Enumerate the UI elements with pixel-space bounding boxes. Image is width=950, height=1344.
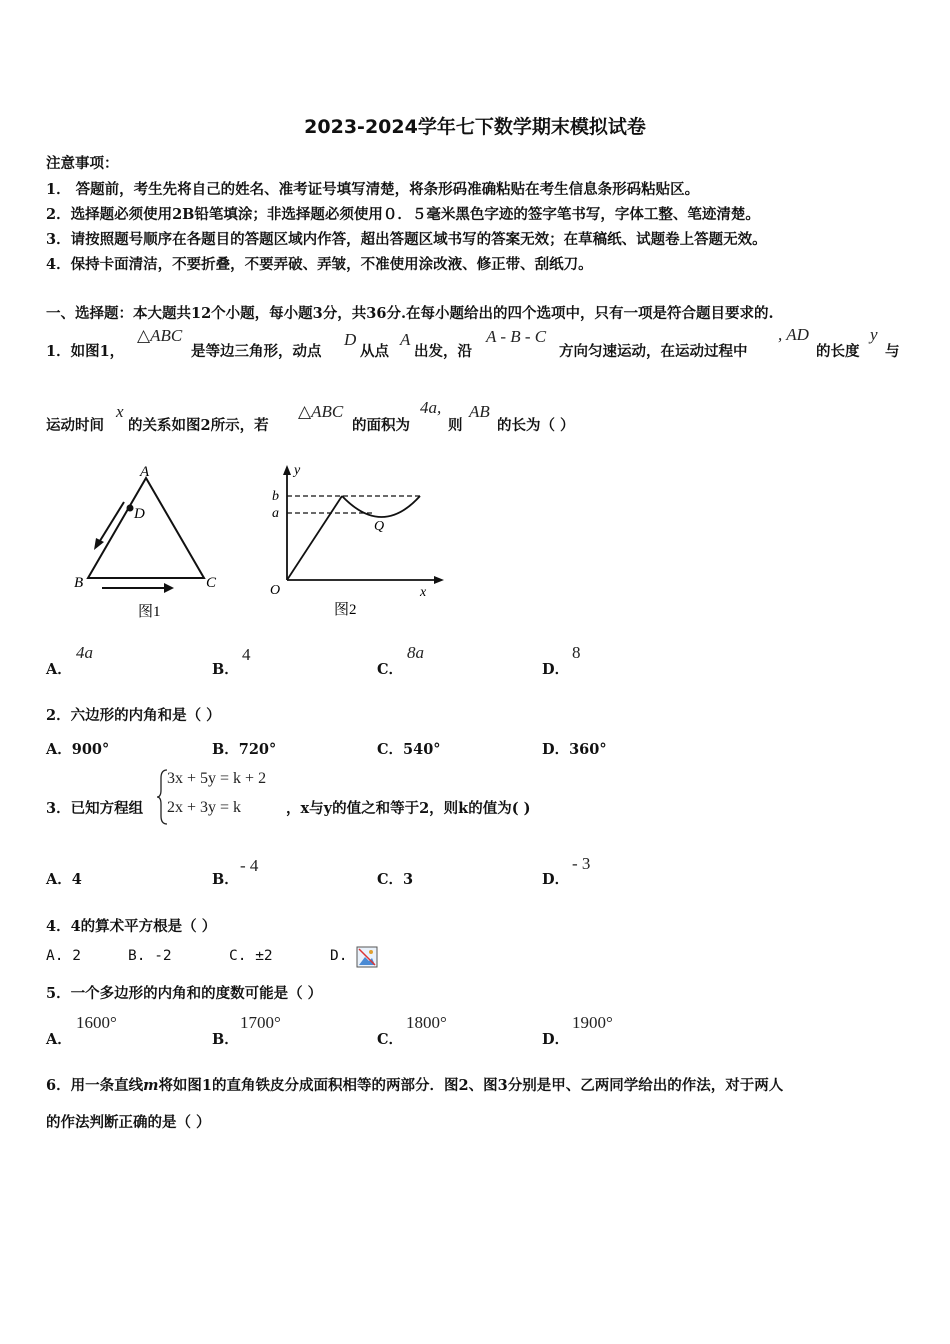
- q1-text: 则: [448, 417, 463, 434]
- q1-option-label: C．: [377, 661, 404, 678]
- triangle-abc: [88, 478, 204, 578]
- label-y: y: [294, 463, 301, 478]
- notice-item: 1． 答题前，考生先将自己的姓名、准考证号填写清楚，将条形码准确粘贴在考生信息条形码粘贴区。: [46, 181, 700, 198]
- q1-math: △ABC: [298, 402, 344, 421]
- q6-text: 的作法判断正确的是（ ）: [46, 1114, 211, 1131]
- label-a-value: a: [272, 506, 279, 521]
- brace-path: [157, 770, 167, 824]
- figure-2-caption: 图2: [334, 602, 357, 618]
- label-a: A: [140, 464, 150, 480]
- q1-math: , AD: [778, 325, 809, 344]
- q1-text: 的面积为: [352, 417, 410, 434]
- q4-option: C. ±2: [229, 948, 273, 964]
- q5-option-value: 1900°: [572, 1013, 613, 1032]
- q2-option: D．360°: [542, 741, 607, 758]
- q1-text: 与: [885, 343, 900, 360]
- q6-math-m: m: [143, 1077, 159, 1094]
- q1-math: 4a,: [420, 398, 442, 417]
- label-b: B: [74, 575, 84, 591]
- q1-math: AB: [469, 402, 490, 421]
- q2-option: A．900°: [46, 741, 110, 758]
- point-d: [127, 505, 134, 512]
- q4-option: A. 2: [46, 948, 81, 964]
- section-heading: 一、选择题：本大题共12个小题，每小题3分，共36分.在每小题给出的四个选项中，只有一项是符合题目要求的.: [46, 305, 774, 322]
- q5-option-value: 1600°: [76, 1013, 117, 1032]
- q3-text: 3．已知方程组: [46, 800, 144, 817]
- q1-option-value: 8a: [407, 643, 424, 662]
- x-axis-arrow: [434, 576, 444, 584]
- graph-curve-bc: [342, 496, 420, 517]
- q1-text: 是等边三角形，动点: [191, 343, 322, 360]
- q4-option: B. -2: [128, 948, 172, 964]
- q5-option-label: A．: [46, 1031, 72, 1048]
- q5-option-value: 1700°: [240, 1013, 281, 1032]
- q6-text: [46, 1074, 783, 1095]
- q3-option-label: C．3: [377, 871, 414, 888]
- q3-option-label: A．4: [46, 871, 82, 888]
- q1-option-value: 4: [242, 645, 251, 664]
- q5-option-label: B．: [212, 1031, 239, 1048]
- label-x: x: [420, 585, 427, 600]
- q4-option: D.: [330, 948, 348, 964]
- graph-segment-ab: [287, 496, 342, 580]
- label-b-value: b: [272, 489, 279, 504]
- q1-math: △ABC: [137, 326, 183, 345]
- q1-text: 方向匀速运动，在运动过程中: [559, 343, 748, 360]
- q4-stem: 4．4的算术平方根是（ ）: [46, 918, 217, 935]
- broken-image-icon: [356, 946, 378, 968]
- q1-option-value: 4a: [76, 643, 93, 662]
- notice-item: 3．请按照题号顺序在各题目的答题区域内作答，超出答题区域书写的答案无效；在草稿纸、试题卷上答题无效。: [46, 231, 767, 248]
- notice-item: 2．选择题必须使用2B铅笔填涂；非选择题必须使用０．５毫米黑色字迹的签字笔书写，字体工整、笔迹清楚。: [46, 206, 760, 223]
- q5-stem: 5．一个多边形的内角和的度数可能是（ ）: [46, 985, 323, 1002]
- y-axis-arrow: [283, 465, 291, 475]
- arrow-bc-head: [164, 583, 174, 593]
- q2-option: B．720°: [212, 741, 277, 758]
- q1-text: 的长为（ ）: [497, 417, 575, 434]
- q5-option-value: 1800°: [406, 1013, 447, 1032]
- notice-item: 4．保持卡面清洁，不要折叠，不要弄破、弄皱，不准使用涂改液、修正带、刮纸刀。: [46, 256, 593, 273]
- q1-text: 出发，沿: [414, 343, 472, 360]
- q1-option-label: B．: [212, 661, 239, 678]
- q3-option-value: - 4: [240, 856, 259, 875]
- figure-1-caption: 图1: [138, 604, 161, 620]
- q1-math: x: [116, 402, 124, 421]
- q3-text: ，x与y的值之和等于2，则k的值为( ): [286, 800, 531, 817]
- q5-option-label: D．: [542, 1031, 570, 1048]
- q3-option-label: B．: [212, 871, 239, 888]
- q6-text-b: 将如图1的直角铁皮分成面积相等的两部分．图2、图3分别是甲、乙两同学给出的作法，对于两人: [158, 1077, 784, 1094]
- q1-math: y: [870, 325, 878, 344]
- q3-option-label: D．: [542, 871, 570, 888]
- q6-text-a: 6．用一条直线: [46, 1077, 144, 1094]
- q3-equation-2: 2x + 3y = k: [167, 799, 242, 816]
- q1-math: A - B - C: [486, 327, 547, 346]
- label-origin: O: [270, 583, 281, 598]
- q1-math: D: [344, 330, 357, 349]
- label-d: D: [134, 506, 145, 522]
- q1-option-label: D．: [542, 661, 570, 678]
- label-q: Q: [374, 519, 385, 534]
- notice-heading: 注意事项：: [46, 155, 119, 172]
- page-title: 2023-2024学年七下数学期末模拟试卷: [304, 116, 646, 138]
- q2-stem: 2．六边形的内角和是（ ）: [46, 707, 221, 724]
- q1-text: 的关系如图2所示，若: [128, 417, 269, 434]
- q1-text: 1．如图1，: [46, 343, 125, 360]
- q2-option: C．540°: [377, 741, 441, 758]
- q1-option-label: A．: [46, 661, 72, 678]
- q3-equation-1: 3x + 5y = k + 2: [167, 770, 267, 787]
- figure-1-triangle: [66, 462, 226, 622]
- q1-option-value: 8: [572, 643, 581, 662]
- figure-2-graph: [262, 460, 452, 620]
- q5-option-label: C．: [377, 1031, 404, 1048]
- q1-text: 从点: [360, 343, 389, 360]
- label-c: C: [206, 575, 217, 591]
- arrow-ab-head: [94, 538, 104, 550]
- q1-text: 的长度: [816, 343, 860, 360]
- q3-option-value: - 3: [572, 854, 591, 873]
- q1-text: 运动时间: [46, 417, 104, 434]
- q1-math: A: [400, 330, 411, 349]
